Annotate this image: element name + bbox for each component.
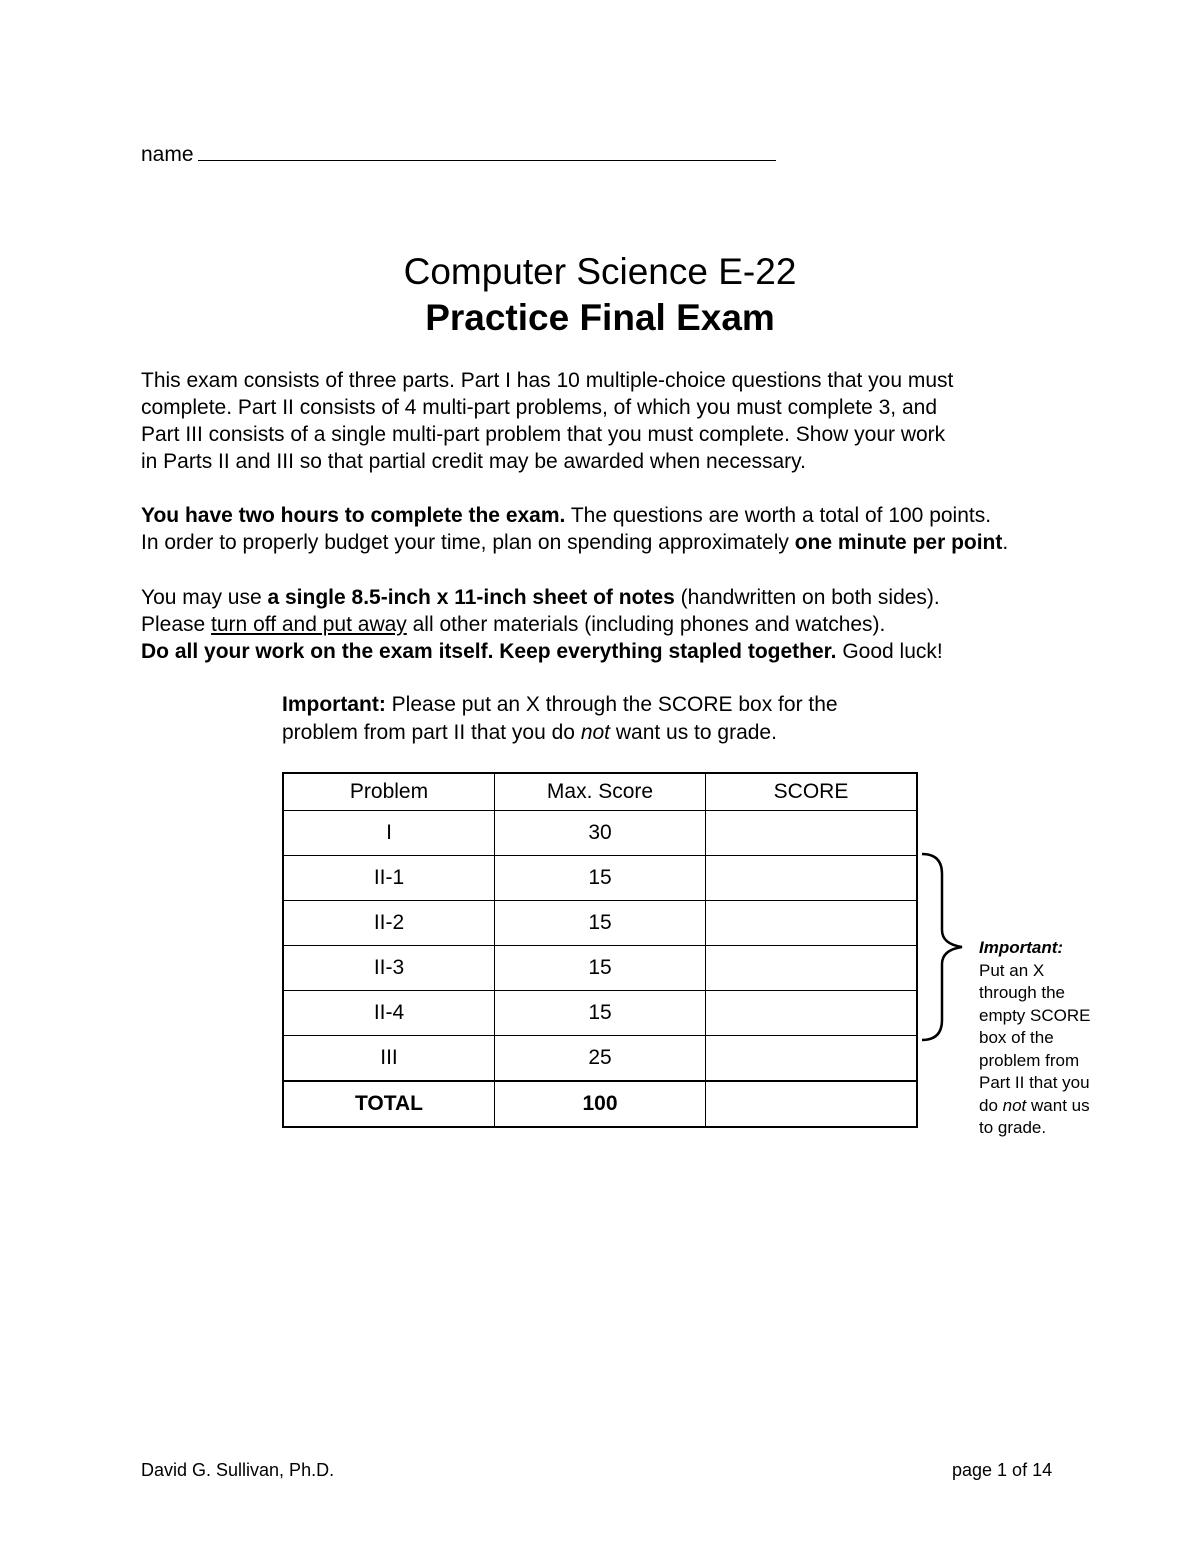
notes-bold: a single 8.5-inch x 11-inch sheet of notes [267, 586, 675, 609]
important-note [282, 691, 838, 747]
problem-cell: III [283, 1036, 495, 1082]
side-note-line: empty SCORE [979, 1005, 1091, 1025]
curly-brace-icon [920, 852, 970, 1042]
time-limit-rest: The questions are worth a total of 100 points. [565, 504, 992, 527]
budget-pre: In order to properly budget your time, plan on spending approximately [141, 531, 795, 554]
table-row [283, 811, 917, 856]
important-line-2-italic: not [580, 721, 611, 744]
materials-line [141, 611, 1101, 638]
time-limit-line [141, 502, 1101, 529]
total-max: 100 [495, 1081, 706, 1127]
table-row [283, 1036, 917, 1082]
score-box[interactable] [706, 1036, 918, 1082]
side-note-line-7-post: want us [1026, 1095, 1090, 1115]
max-score-cell: 15 [495, 901, 706, 946]
materials-pre: Please [141, 613, 212, 636]
side-note-label-text: Important: [979, 938, 1064, 957]
side-note-label [979, 937, 1090, 960]
side-note-line: to grade. [979, 1118, 1047, 1137]
total-score-box[interactable] [706, 1081, 918, 1127]
side-note-line: box of the [979, 1028, 1054, 1047]
time-limit-bold: You have two hours to complete the exam. [141, 504, 566, 527]
instructions-line: This exam consists of three parts. Part I has 10 multiple-choice questions that you must [141, 369, 954, 392]
problem-cell: I [283, 811, 495, 856]
side-note-line: through the [979, 983, 1066, 1002]
work-line [141, 638, 1101, 665]
header-problem: Problem [283, 773, 495, 811]
footer-author: David G. Sullivan, Ph.D. [141, 1460, 335, 1480]
problem-cell: II-2 [283, 901, 495, 946]
problem-cell: II-1 [283, 856, 495, 901]
side-note-line: Part II that you [979, 1073, 1090, 1092]
exam-title: Practice Final Exam [425, 297, 775, 338]
important-line-1-rest: Please put an X through the SCORE box for the [385, 693, 838, 716]
table-row [283, 856, 917, 901]
footer-page-number: page 1 of 14 [952, 1460, 1053, 1480]
materials-post: all other materials (including phones and watches). [406, 613, 886, 636]
score-box[interactable] [706, 991, 918, 1036]
score-box[interactable] [706, 946, 918, 991]
notes-line [141, 584, 1101, 611]
instructions-line: Part III consists of a single multi-part problem that you must complete. Show your work [141, 423, 946, 446]
instructions-paragraph-1 [141, 367, 1101, 475]
side-note-line: Put an X [979, 960, 1045, 980]
side-note [979, 937, 1090, 1140]
max-score-cell: 30 [495, 811, 706, 856]
instructions-line: in Parts II and III so that partial credit may be awarded when necessary. [141, 450, 806, 473]
notes-pre: You may use [141, 586, 268, 609]
important-line-2-pre: problem from part II that you do [282, 721, 581, 744]
header-max-score: Max. Score [495, 773, 706, 811]
table-row [283, 946, 917, 991]
problem-cell: II-3 [283, 946, 495, 991]
instructions-paragraph-3 [141, 584, 1101, 665]
side-note-line-7 [979, 1095, 1090, 1118]
max-score-cell: 15 [495, 946, 706, 991]
score-box[interactable] [706, 856, 918, 901]
instructions-line: complete. Part II consists of 4 multi-part problems, of which you must complete 3, and [141, 396, 938, 419]
side-note-line-7-italic: not [1002, 1095, 1027, 1115]
notes-post: (handwritten on both sides). [674, 586, 940, 609]
total-row [283, 1081, 917, 1127]
name-blank-line [198, 142, 776, 161]
important-line-2 [282, 719, 838, 747]
important-line-2-post: want us to grade. [610, 721, 777, 744]
important-label: Important: [282, 693, 386, 716]
max-score-cell: 15 [495, 991, 706, 1036]
budget-post: . [1002, 531, 1009, 554]
score-box[interactable] [706, 811, 918, 856]
course-title: Computer Science E-22 [403, 251, 797, 292]
max-score-cell: 25 [495, 1036, 706, 1082]
table-row [283, 991, 917, 1036]
instructions-paragraph-2 [141, 502, 1101, 556]
total-label: TOTAL [283, 1081, 495, 1127]
budget-bold: one minute per point [794, 531, 1003, 554]
work-post: Good luck! [836, 640, 943, 663]
materials-underline: turn off and put away [211, 613, 407, 636]
problem-cell: II-4 [283, 991, 495, 1036]
side-note-line: problem from [979, 1050, 1080, 1070]
work-bold: Do all your work on the exam itself. Keep everything stapled together. [141, 640, 837, 663]
important-line-1 [282, 691, 838, 719]
budget-line [141, 529, 1101, 556]
name-label: name [141, 143, 194, 166]
score-table [282, 772, 918, 1128]
score-box[interactable] [706, 901, 918, 946]
score-table-header-row [283, 773, 917, 811]
table-row [283, 901, 917, 946]
max-score-cell: 15 [495, 856, 706, 901]
header-score: SCORE [706, 773, 918, 811]
side-note-line-7-pre: do [979, 1095, 1003, 1115]
name-field [141, 142, 776, 167]
